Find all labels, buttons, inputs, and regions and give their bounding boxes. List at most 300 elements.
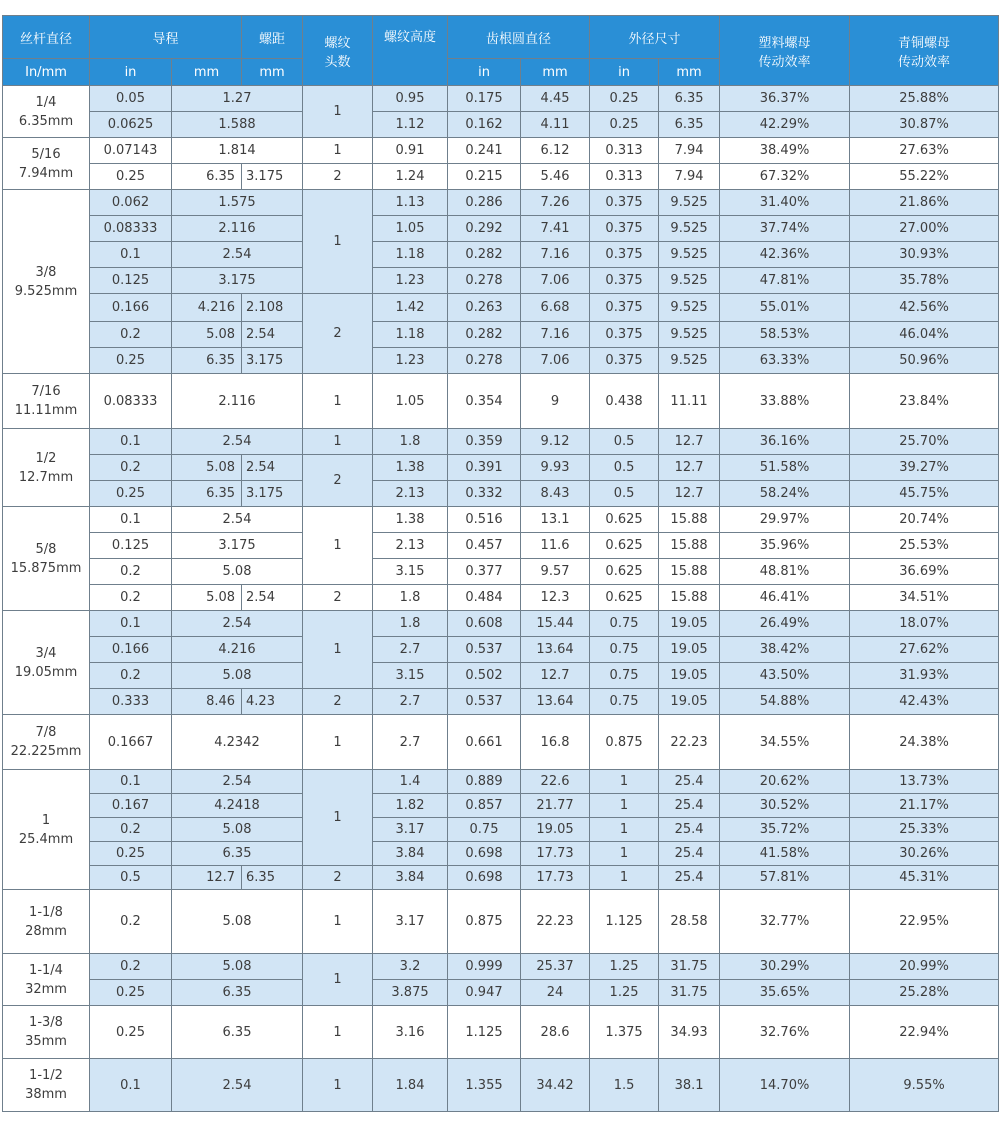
lead-in-cell: 0.125 [90,533,172,559]
root-mm-cell: 12.3 [521,585,590,611]
root-mm-cell: 19.05 [521,818,590,842]
lead-mm-cell: 1.575 [172,190,303,216]
table-row [3,242,999,268]
table-row [3,689,999,715]
root-in-cell: 0.391 [448,455,521,481]
eff-bronze-cell: 9.55% [850,1059,999,1112]
lead-mm-cell: 2.54 [172,770,303,794]
diameter-mm: 9.525mm [14,283,78,299]
root-mm-cell: 15.44 [521,611,590,637]
eff-bronze-cell: 39.27% [850,455,999,481]
outer-in-cell: 0.5 [590,481,659,507]
eff-plastic-cell: 30.29% [720,954,850,980]
root-mm-cell: 4.45 [521,86,590,112]
outer-in-cell: 0.5 [590,429,659,455]
lead-in-cell: 0.08333 [90,374,172,429]
starts-cell: 2 [303,585,373,611]
lead-mm-cell: 3.175 [172,533,303,559]
eff-bronze-cell: 31.93% [850,663,999,689]
header-root-mm: mm [521,59,590,86]
lead-mm-cell: 8.46 [172,689,242,715]
eff-plastic-cell: 42.29% [720,112,850,138]
root-in-cell: 0.175 [448,86,521,112]
lead-in-cell: 0.2 [90,663,172,689]
root-in-cell: 0.377 [448,559,521,585]
outer-in-cell: 0.75 [590,611,659,637]
lead-mm-cell: 2.54 [172,611,303,637]
outer-in-cell: 0.375 [590,294,659,322]
root-in-cell: 0.278 [448,348,521,374]
outer-mm-cell: 31.75 [659,954,720,980]
outer-in-cell: 0.5 [590,455,659,481]
lead-in-cell: 0.166 [90,294,172,322]
outer-mm-cell: 12.7 [659,455,720,481]
starts-cell: 2 [303,294,373,374]
diameter-inch: 3/4 [35,645,57,661]
outer-mm-cell: 15.88 [659,559,720,585]
pitch-mm-cell: 2.54 [242,455,303,481]
root-mm-cell: 7.16 [521,242,590,268]
table-row [3,770,999,794]
diameter-mm: 6.35mm [18,113,74,129]
starts-cell: 1 [303,138,373,164]
diameter-inch: 7/16 [31,384,61,399]
diameter-cell [3,507,90,611]
lead-mm-cell: 4.216 [172,637,303,663]
root-in-cell: 0.282 [448,322,521,348]
thread-height-cell: 3.84 [373,866,448,890]
table-header [3,16,999,86]
eff-plastic-cell: 14.70% [720,1059,850,1112]
table-row [3,559,999,585]
lead-mm-cell: 5.08 [172,455,242,481]
thread-height-cell: 1.05 [373,216,448,242]
diameter-mm: 12.7mm [18,469,74,485]
outer-mm-cell: 12.7 [659,481,720,507]
thread-height-cell: 1.13 [373,190,448,216]
eff-bronze-cell: 34.51% [850,585,999,611]
header-lead-in: in [90,59,172,86]
eff-plastic-cell: 35.96% [720,533,850,559]
diameter-cell [3,138,90,190]
thread-height-cell: 2.7 [373,715,448,770]
lead-in-cell: 0.05 [90,86,172,112]
header-outer-in: in [590,59,659,86]
root-in-cell: 0.241 [448,138,521,164]
root-in-cell: 0.263 [448,294,521,322]
lead-mm-cell: 4.2418 [172,794,303,818]
diameter-cell [3,1006,90,1059]
thread-height-cell: 3.15 [373,559,448,585]
eff-bronze-cell: 35.78% [850,268,999,294]
eff-plastic-cell: 43.50% [720,663,850,689]
root-in-cell: 0.359 [448,429,521,455]
diameter-cell [3,190,90,374]
eff-bronze-cell: 22.94% [850,1006,999,1059]
root-in-cell: 0.282 [448,242,521,268]
outer-in-cell: 0.625 [590,507,659,533]
root-mm-cell: 6.68 [521,294,590,322]
pitch-mm-cell: 3.175 [242,164,303,190]
table-row [3,216,999,242]
eff-plastic-cell: 29.97% [720,507,850,533]
eff-bronze-cell: 24.38% [850,715,999,770]
lead-in-cell: 0.167 [90,794,172,818]
lead-in-cell: 0.166 [90,637,172,663]
diameter-inch: 1-1/8 [29,904,63,920]
lead-in-cell: 0.1 [90,1059,172,1112]
root-in-cell: 0.875 [448,890,521,954]
outer-in-cell: 1.25 [590,980,659,1006]
eff-bronze-cell: 25.53% [850,533,999,559]
root-in-cell: 1.125 [448,1006,521,1059]
pitch-mm-cell: 2.54 [242,585,303,611]
starts-cell: 1 [303,611,373,689]
outer-mm-cell: 25.4 [659,842,720,866]
table-row [3,980,999,1006]
outer-mm-cell: 19.05 [659,663,720,689]
diameter-mm: 19.05mm [14,664,78,680]
root-in-cell: 0.484 [448,585,521,611]
eff-plastic-cell: 32.77% [720,890,850,954]
root-mm-cell: 9.93 [521,455,590,481]
eff-bronze-cell: 20.74% [850,507,999,533]
root-in-cell: 0.537 [448,689,521,715]
header-eff-plastic: 塑料螺母 传动效率 [720,16,850,86]
eff-plastic-cell: 54.88% [720,689,850,715]
lead-in-cell: 0.2 [90,322,172,348]
root-in-cell: 0.698 [448,866,521,890]
eff-bronze-cell: 25.88% [850,86,999,112]
root-mm-cell: 24 [521,980,590,1006]
lead-mm-cell: 4.216 [172,294,242,322]
outer-in-cell: 0.625 [590,585,659,611]
starts-cell: 1 [303,86,373,138]
table-body [3,86,999,1112]
lead-in-cell: 0.07143 [90,138,172,164]
table-row [3,374,999,429]
header-diameter: 丝杆直径 [3,16,90,59]
eff-bronze-cell: 27.62% [850,637,999,663]
eff-bronze-cell: 42.43% [850,689,999,715]
table-row [3,86,999,112]
lead-in-cell: 0.2 [90,559,172,585]
table-row [3,890,999,954]
root-mm-cell: 28.6 [521,1006,590,1059]
table-row [3,138,999,164]
outer-in-cell: 0.25 [590,86,659,112]
lead-mm-cell: 5.08 [172,559,303,585]
lead-mm-cell: 2.54 [172,429,303,455]
eff-bronze-cell: 27.63% [850,138,999,164]
outer-mm-cell: 9.525 [659,216,720,242]
pitch-mm-cell: 3.175 [242,481,303,507]
eff-plastic-cell: 31.40% [720,190,850,216]
eff-plastic-cell: 35.65% [720,980,850,1006]
diameter-inch: 3/8 [35,264,57,280]
outer-in-cell: 0.313 [590,164,659,190]
thread-height-cell: 3.17 [373,818,448,842]
root-in-cell: 0.286 [448,190,521,216]
outer-mm-cell: 34.93 [659,1006,720,1059]
table-row [3,1006,999,1059]
root-in-cell: 0.354 [448,374,521,429]
diameter-cell [3,770,90,890]
thread-height-cell: 2.7 [373,637,448,663]
eff-plastic-cell: 35.72% [720,818,850,842]
root-mm-cell: 17.73 [521,866,590,890]
root-in-cell: 0.278 [448,268,521,294]
outer-mm-cell: 12.7 [659,429,720,455]
eff-bronze-cell: 20.99% [850,954,999,980]
outer-mm-cell: 15.88 [659,585,720,611]
root-in-cell: 0.332 [448,481,521,507]
outer-in-cell: 0.438 [590,374,659,429]
eff-plastic-cell: 36.16% [720,429,850,455]
outer-mm-cell: 38.1 [659,1059,720,1112]
root-mm-cell: 7.41 [521,216,590,242]
eff-plastic-cell: 37.74% [720,216,850,242]
thread-height-cell: 1.84 [373,1059,448,1112]
lead-in-cell: 0.25 [90,842,172,866]
eff-plastic-cell: 34.55% [720,715,850,770]
thread-height-cell: 3.17 [373,890,448,954]
outer-mm-cell: 19.05 [659,689,720,715]
root-in-cell: 0.215 [448,164,521,190]
thread-height-cell: 1.42 [373,294,448,322]
table-row [3,455,999,481]
lead-mm-cell: 1.588 [172,112,303,138]
outer-mm-cell: 9.525 [659,348,720,374]
eff-bronze-cell: 30.26% [850,842,999,866]
outer-in-cell: 1.125 [590,890,659,954]
root-mm-cell: 13.1 [521,507,590,533]
pitch-mm-cell: 6.35 [242,866,303,890]
root-mm-cell: 6.12 [521,138,590,164]
root-in-cell: 0.162 [448,112,521,138]
starts-cell: 2 [303,866,373,890]
table-row [3,1059,999,1112]
eff-plastic-cell: 51.58% [720,455,850,481]
lead-mm-cell: 1.814 [172,138,303,164]
diameter-inch: 1/2 [35,450,57,466]
diameter-inch: 1-1/4 [29,962,63,978]
outer-in-cell: 0.875 [590,715,659,770]
starts-cell: 1 [303,1059,373,1112]
outer-in-cell: 1 [590,770,659,794]
diameter-cell [3,429,90,507]
lead-mm-cell: 2.54 [172,242,303,268]
lead-in-cell: 0.2 [90,585,172,611]
outer-in-cell: 0.375 [590,242,659,268]
thread-height-cell: 1.05 [373,374,448,429]
outer-mm-cell: 6.35 [659,86,720,112]
thread-height-cell: 1.12 [373,112,448,138]
outer-in-cell: 0.375 [590,190,659,216]
thread-height-cell: 1.24 [373,164,448,190]
lead-in-cell: 0.2 [90,455,172,481]
eff-bronze-cell: 23.84% [850,374,999,429]
lead-mm-cell: 1.27 [172,86,303,112]
lead-mm-cell: 12.7 [172,866,242,890]
thread-height-cell: 3.875 [373,980,448,1006]
eff-bronze-cell: 27.00% [850,216,999,242]
starts-cell: 1 [303,1006,373,1059]
eff-bronze-cell: 25.28% [850,980,999,1006]
outer-mm-cell: 9.525 [659,190,720,216]
root-mm-cell: 5.46 [521,164,590,190]
outer-in-cell: 0.375 [590,348,659,374]
lead-in-cell: 0.25 [90,980,172,1006]
starts-cell: 1 [303,715,373,770]
lead-in-cell: 0.2 [90,954,172,980]
header-diameter-unit: In/mm [3,59,90,86]
pitch-mm-cell: 4.23 [242,689,303,715]
thread-height-cell: 0.95 [373,86,448,112]
table-row [3,112,999,138]
lead-mm-cell: 5.08 [172,322,242,348]
table-row [3,585,999,611]
diameter-mm: 7.94mm [18,165,74,181]
eff-plastic-cell: 48.81% [720,559,850,585]
root-in-cell: 0.947 [448,980,521,1006]
eff-plastic-cell: 58.24% [720,481,850,507]
outer-mm-cell: 11.11 [659,374,720,429]
header-thread-height: 螺纹高度 [373,16,448,86]
thread-height-cell: 1.18 [373,242,448,268]
root-in-cell: 0.608 [448,611,521,637]
diameter-inch: 7/8 [35,725,57,740]
eff-plastic-cell: 55.01% [720,294,850,322]
table-row [3,268,999,294]
outer-mm-cell: 31.75 [659,980,720,1006]
eff-plastic-cell: 32.76% [720,1006,850,1059]
diameter-mm: 28mm [25,923,67,939]
eff-plastic-cell: 42.36% [720,242,850,268]
outer-in-cell: 0.375 [590,322,659,348]
starts-cell: 2 [303,164,373,190]
thread-height-cell: 1.4 [373,770,448,794]
thread-height-cell: 3.2 [373,954,448,980]
outer-in-cell: 1 [590,842,659,866]
eff-bronze-cell: 50.96% [850,348,999,374]
lead-in-cell: 0.125 [90,268,172,294]
lead-mm-cell: 6.35 [172,164,242,190]
root-mm-cell: 11.6 [521,533,590,559]
diameter-cell [3,890,90,954]
root-mm-cell: 4.11 [521,112,590,138]
header-eff-bronze: 青铜螺母 传动效率 [850,16,999,86]
diameter-mm: 15.875mm [10,560,82,576]
thread-height-cell: 1.38 [373,455,448,481]
outer-in-cell: 0.25 [590,112,659,138]
eff-bronze-cell: 42.56% [850,294,999,322]
thread-height-cell: 3.16 [373,1006,448,1059]
eff-bronze-cell: 45.31% [850,866,999,890]
diameter-cell [3,1059,90,1112]
eff-bronze-cell: 21.17% [850,794,999,818]
table-row [3,663,999,689]
table-row [3,715,999,770]
lead-in-cell: 0.1 [90,770,172,794]
outer-in-cell: 0.75 [590,637,659,663]
root-mm-cell: 21.77 [521,794,590,818]
lead-in-cell: 0.1 [90,429,172,455]
lead-screw-spec-table [2,15,999,1112]
root-in-cell: 0.857 [448,794,521,818]
outer-mm-cell: 7.94 [659,164,720,190]
table-row [3,533,999,559]
root-in-cell: 0.889 [448,770,521,794]
outer-mm-cell: 15.88 [659,533,720,559]
table-row [3,611,999,637]
root-mm-cell: 13.64 [521,689,590,715]
root-in-cell: 0.999 [448,954,521,980]
root-in-cell: 0.502 [448,663,521,689]
outer-in-cell: 1 [590,818,659,842]
thread-height-cell: 0.91 [373,138,448,164]
outer-in-cell: 0.75 [590,663,659,689]
eff-bronze-cell: 25.70% [850,429,999,455]
lead-in-cell: 0.2 [90,818,172,842]
root-in-cell: 0.537 [448,637,521,663]
header-pitch-mm: mm [242,59,303,86]
diameter-cell [3,611,90,715]
lead-mm-cell: 5.08 [172,954,303,980]
thread-height-cell: 1.18 [373,322,448,348]
diameter-cell [3,374,90,429]
lead-mm-cell: 5.08 [172,663,303,689]
diameter-cell [3,715,90,770]
eff-plastic-cell: 63.33% [720,348,850,374]
thread-height-cell: 1.8 [373,429,448,455]
pitch-mm-cell: 3.175 [242,348,303,374]
starts-cell: 1 [303,507,373,585]
outer-mm-cell: 25.4 [659,794,720,818]
eff-plastic-cell: 30.52% [720,794,850,818]
diameter-mm: 35mm [25,1034,67,1049]
eff-plastic-cell: 38.49% [720,138,850,164]
eff-bronze-cell: 30.93% [850,242,999,268]
lead-in-cell: 0.1 [90,242,172,268]
starts-cell: 1 [303,890,373,954]
lead-in-cell: 0.1667 [90,715,172,770]
header-outer-diameter: 外径尺寸 [590,16,720,59]
root-mm-cell: 25.37 [521,954,590,980]
eff-bronze-cell: 45.75% [850,481,999,507]
lead-mm-cell: 6.35 [172,980,303,1006]
starts-cell: 2 [303,455,373,507]
lead-in-cell: 0.08333 [90,216,172,242]
outer-mm-cell: 19.05 [659,637,720,663]
table-row [3,481,999,507]
outer-in-cell: 0.625 [590,533,659,559]
eff-bronze-cell: 21.86% [850,190,999,216]
header-root-in: in [448,59,521,86]
table-row [3,348,999,374]
lead-in-cell: 0.5 [90,866,172,890]
eff-bronze-cell: 25.33% [850,818,999,842]
outer-in-cell: 0.375 [590,216,659,242]
thread-height-cell: 1.82 [373,794,448,818]
outer-in-cell: 1 [590,866,659,890]
eff-plastic-cell: 41.58% [720,842,850,866]
root-in-cell: 1.355 [448,1059,521,1112]
lead-in-cell: 0.25 [90,348,172,374]
root-mm-cell: 12.7 [521,663,590,689]
outer-in-cell: 0.375 [590,268,659,294]
eff-bronze-cell: 30.87% [850,112,999,138]
